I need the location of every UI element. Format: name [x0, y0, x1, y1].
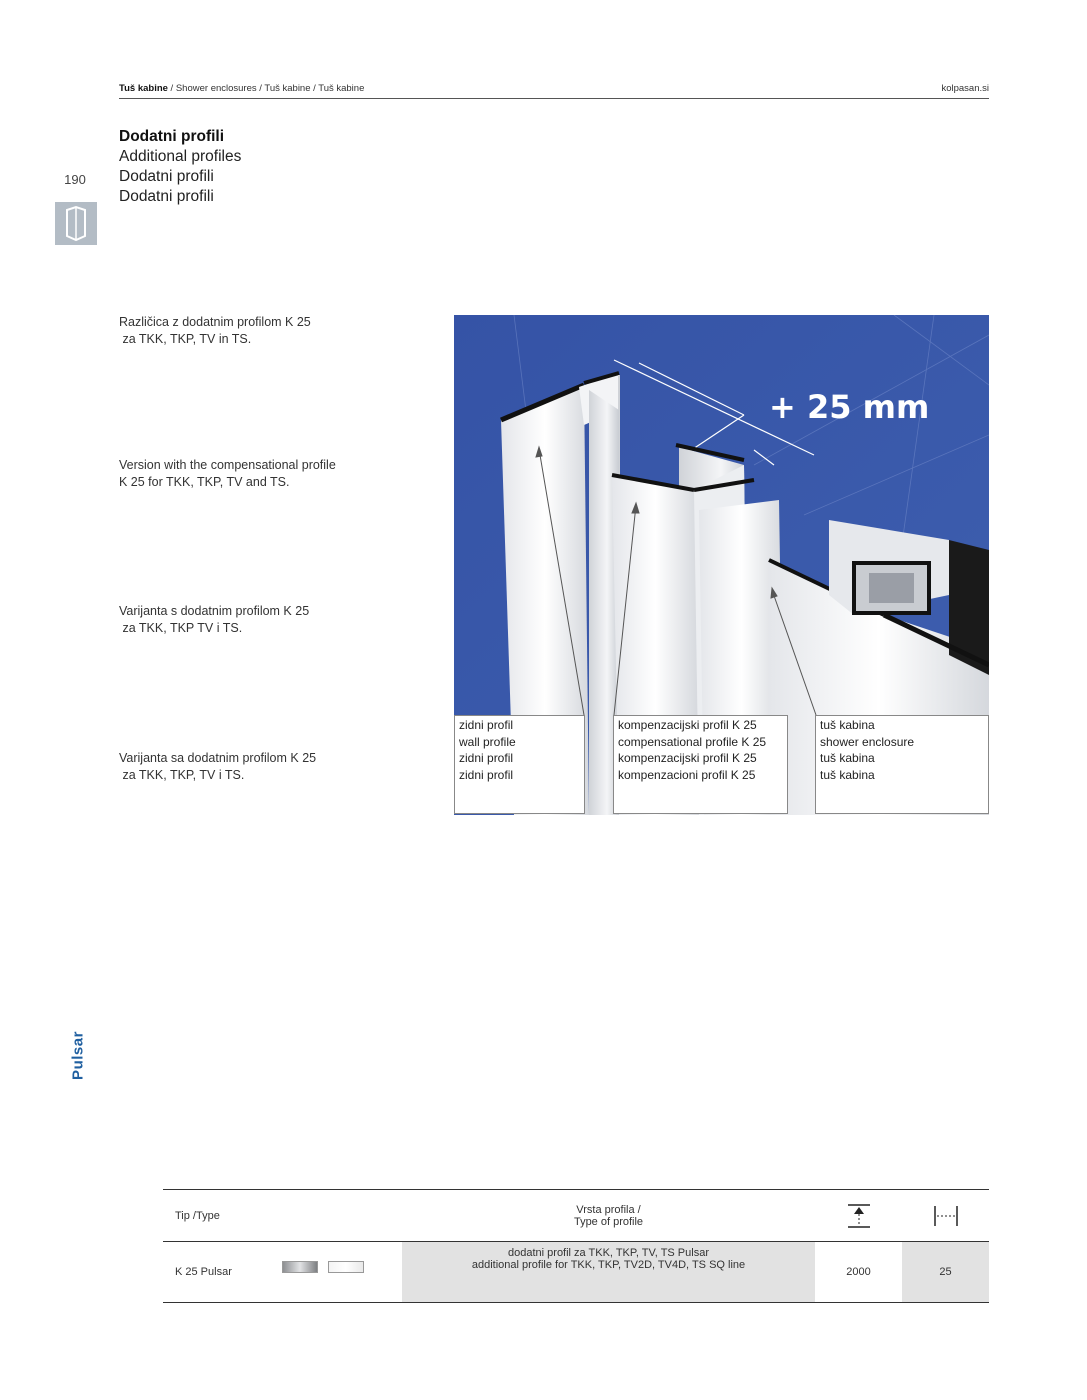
row-width: 25	[902, 1242, 989, 1302]
header-profile-type-line2: Type of profile	[573, 1215, 644, 1228]
title-slovenian: Dodatni profili	[119, 128, 225, 145]
callout-line: tuš kabina	[820, 718, 875, 732]
breadcrumb-rest: / Shower enclosures / Tuš kabine / Tuš kabine	[167, 83, 365, 94]
callout-line: compensational profile K 25	[618, 734, 767, 749]
spec-table	[163, 1189, 989, 1303]
product-line-name: Pulsar	[69, 1031, 87, 1080]
page-header	[119, 82, 989, 99]
header-profile-type	[402, 1190, 815, 1241]
title-serbian: Dodatni profili	[119, 188, 214, 205]
row-height: 2000	[846, 1266, 871, 1278]
callout-line: wall profile	[459, 734, 516, 749]
header-height	[815, 1190, 902, 1241]
page-number: 190	[64, 172, 86, 187]
row-description	[402, 1242, 815, 1302]
site-link[interactable]: kolpasan.si	[941, 83, 989, 94]
callout-line: zidni profil	[459, 718, 514, 732]
callout-compensational-profile	[613, 715, 788, 814]
description-croatian: Varijanta s dodatnim profilom K 25 za TKK, TKP TV i TS.	[119, 604, 310, 635]
header-profile-type-line1: Vrsta profila /	[576, 1203, 641, 1216]
row-description-line1: dodatni profil za TKK, TKP, TV, TS Pulsar	[508, 1247, 709, 1259]
callout-line: tuš kabina	[820, 751, 875, 765]
height-dimension-icon	[847, 1203, 871, 1229]
description-serbian: Varijanta sa dodatnim profilom K 25 za TKK, TKP, TV i TS.	[119, 751, 317, 782]
header-width	[902, 1190, 989, 1241]
white-finish-swatch	[328, 1261, 364, 1273]
breadcrumb-primary: Tuš kabine	[119, 83, 168, 94]
callout-wall-profile	[454, 715, 585, 814]
callout-line: zidni profil	[459, 751, 514, 765]
callout-line: kompenzacijski profil K 25	[618, 718, 757, 732]
title-english: Additional profiles	[119, 148, 242, 165]
breadcrumb	[119, 83, 364, 94]
row-type: K 25 Pulsar	[175, 1266, 232, 1278]
description-slovenian: Različica z dodatnim profilom K 25 za TKK, TKP, TV in TS.	[119, 315, 311, 346]
section-titles	[119, 127, 241, 207]
section-icon-box	[55, 202, 97, 245]
chrome-finish-swatch	[282, 1261, 318, 1273]
callout-line: tuš kabina	[820, 767, 875, 782]
callout-line: kompenzacioni profil K 25	[618, 767, 756, 782]
callout-shower-enclosure	[815, 715, 989, 814]
profile-photo	[454, 315, 989, 815]
callout-line: shower enclosure	[820, 734, 915, 749]
dimension-label: + 25 mm	[769, 388, 930, 426]
width-dimension-icon	[933, 1204, 959, 1228]
table-row	[163, 1242, 989, 1303]
callout-line: zidni profil	[459, 767, 514, 782]
shower-door-icon	[55, 202, 97, 245]
header-type: Tip /Type	[175, 1209, 220, 1222]
description-english: Version with the compensational profile K 25 for TKK, TKP, TV and TS.	[119, 458, 336, 489]
row-description-line2: additional profile for TKK, TKP, TV2D, TV4D, TS SQ line	[471, 1259, 746, 1271]
title-croatian: Dodatni profili	[119, 168, 214, 185]
product-side-label	[48, 1031, 108, 1080]
callout-line: kompenzacijski profil K 25	[618, 751, 757, 765]
table-header-row	[163, 1190, 989, 1242]
